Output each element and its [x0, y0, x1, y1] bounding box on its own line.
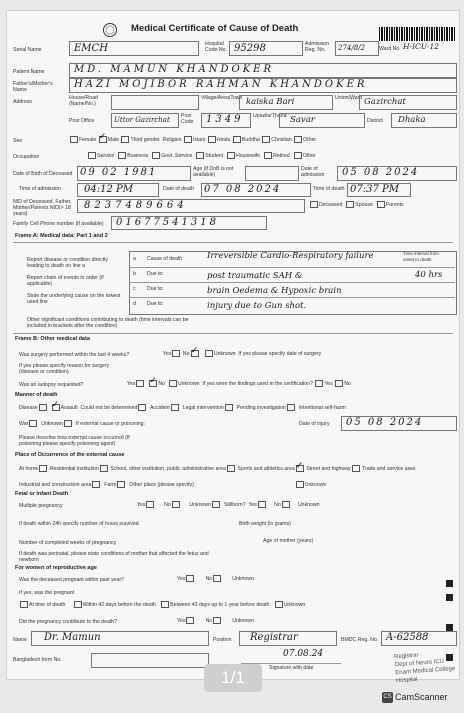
- patient-name-value: MD. MAMUN KHANDOKER: [74, 64, 274, 75]
- checkbox-contribute-no[interactable]: [213, 617, 221, 624]
- place-farm: Farm: [104, 481, 117, 488]
- village-label: Village/Area/Town: [201, 95, 243, 101]
- autopsy-no: No: [158, 380, 165, 387]
- bd-form-field[interactable]: [91, 653, 209, 668]
- occupation-housewife: Housewife: [235, 152, 261, 159]
- checkbox-at-death[interactable]: [20, 601, 28, 608]
- checkbox-within-year[interactable]: [161, 601, 169, 608]
- checkbox-pregnant-no[interactable]: [213, 575, 221, 582]
- cause-letter-b: b: [133, 271, 136, 277]
- hours-survived-label: If death within 24h specify number of hours survived: [19, 521, 139, 527]
- post-code-value: 1349: [206, 114, 244, 125]
- manner-undetermined: Could not be determined: [80, 404, 138, 411]
- manner-accident: Accident: [149, 404, 170, 411]
- place-home: At home: [19, 465, 39, 472]
- religion-label: Religion: [162, 136, 182, 143]
- post-code-field[interactable]: [201, 113, 251, 128]
- place-school: School, other institution, public administrative area: [110, 465, 226, 472]
- other-conditions-label: Other significant conditions contributing to death (time intervals can be included in brackets after the condition): [27, 317, 189, 329]
- hospital-code-label: Hospital Code No.: [205, 41, 227, 53]
- religion-hindu: Hindu: [216, 136, 231, 143]
- dob-label: Date of Birth of Deceased: [13, 171, 73, 177]
- checkbox-female[interactable]: [70, 136, 78, 143]
- village-value: kaiska Bari: [246, 97, 295, 107]
- scan-marker: [446, 654, 453, 661]
- checkbox-trade[interactable]: [352, 465, 360, 472]
- multiple-unknown: Unknown: [189, 501, 212, 508]
- age-label: Age (if DoB is not available): [193, 166, 234, 178]
- checkbox-spouse[interactable]: [346, 201, 354, 208]
- union-value: Gazirchat: [364, 97, 406, 107]
- religion-christian: Christian: [271, 136, 292, 143]
- position-value: Registrar: [250, 632, 298, 643]
- stillborn-no: No: [274, 501, 281, 508]
- autopsy-question: Was an autopsy requested?: [19, 382, 84, 388]
- nid-value: 8237489664: [84, 200, 188, 211]
- stamp-line2: Dept of Neuro ICU: [394, 658, 445, 669]
- surgery-date-label: If yes please specify date of surgery: [238, 350, 322, 357]
- bmdc-value: A-62588: [386, 632, 429, 643]
- reproductive-heading: For women of reproductive age: [15, 565, 97, 571]
- cause-of-death-label: Cause of death: [147, 256, 183, 262]
- checkbox-findings-no[interactable]: [335, 380, 343, 387]
- manner-options-row2: [19, 420, 145, 427]
- admission-date-value: 05 08 2024: [342, 167, 420, 178]
- autopsy-unknown: Unknown: [177, 380, 200, 387]
- occupation-other: Other: [302, 152, 316, 159]
- death-date-field[interactable]: [201, 183, 311, 197]
- nid-label: NID of Deceased, Father, Mother/Parents NID(> 18 years): [13, 199, 72, 217]
- manner-options-row1: [19, 399, 346, 411]
- checkbox-residential[interactable]: [100, 465, 108, 472]
- doctor-name-value: Dr. Mamun: [44, 632, 101, 643]
- admission-date-label: Date of admission: [301, 166, 325, 178]
- father-name-label: Father's/Mother's Name: [13, 81, 53, 93]
- checkbox-islam[interactable]: [184, 136, 192, 143]
- cause-letter-c: c: [133, 286, 136, 292]
- checkbox-autopsy-no[interactable]: [149, 375, 157, 387]
- stillborn-unknown: Unknown: [297, 501, 320, 508]
- time-admission-label: Time of admission: [19, 186, 61, 192]
- occupation-business: Business: [127, 152, 149, 159]
- fetal-heading: Fetal or infant Death: [15, 491, 69, 497]
- upazila-value: Savar: [290, 115, 315, 125]
- manner-heading: Manner of death: [15, 392, 58, 398]
- checkbox-housewife[interactable]: [227, 152, 235, 159]
- pregnant-question: Was the deceased pregnant within past year?: [19, 577, 125, 583]
- autopsy-yes: Yes: [127, 380, 136, 387]
- mother-age-label: Age of mother (years): [263, 538, 314, 544]
- checkbox-pending[interactable]: [287, 404, 295, 411]
- cause-a-value: Irreversible Cardio-Respiratory failure: [207, 251, 374, 261]
- cause-c-value: brain Oedema & Hypoxic brain: [207, 286, 342, 296]
- place-options-row1: [19, 460, 416, 472]
- sex-options: [69, 131, 317, 143]
- injury-date-field[interactable]: [341, 416, 457, 431]
- union-label: Union/Ward: [335, 95, 363, 101]
- camscanner-logo-icon: CS: [382, 692, 393, 703]
- checkbox-findings-yes[interactable]: [315, 380, 323, 387]
- position-field[interactable]: [239, 631, 337, 646]
- stamp-line1: Registrar: [394, 652, 419, 661]
- stillborn-yes: Yes: [248, 501, 257, 508]
- checkbox-industrial[interactable]: [92, 481, 100, 488]
- signature-value: 07.08.24: [283, 649, 324, 659]
- describe-external-label: Please describe how external cause occurred (If poisoning please specify poisoning agent): [19, 435, 130, 447]
- district-value: Dhaka: [398, 115, 426, 125]
- father-name-value: HAZI MOJIBOR RAHMAN KHANDOKER: [74, 79, 368, 90]
- manner-assault: Assault: [60, 404, 78, 411]
- time-death-field[interactable]: [347, 183, 411, 197]
- occupation-govt: Govt. Service: [161, 152, 193, 159]
- multiple-pregnancy-label: Multiple pregnancy: [19, 503, 63, 509]
- religion-other: Other: [303, 136, 317, 143]
- place-options-row2: [19, 481, 326, 488]
- multiple-options: [137, 501, 320, 508]
- checkbox-assault[interactable]: [51, 399, 60, 411]
- hospital-code-value: 95298: [234, 43, 266, 54]
- checkbox-deceased[interactable]: [310, 201, 318, 208]
- divider: [13, 242, 453, 243]
- place-industrial: Industrial and construction area: [19, 481, 92, 488]
- occupation-label: Occupation: [13, 154, 40, 160]
- death-date-label: Date of death: [163, 186, 195, 192]
- barcode: [379, 27, 455, 41]
- post-office-value: Uttor Gazirchat: [114, 116, 170, 124]
- nid-options: [309, 201, 404, 208]
- perinatal-label: If death was perinatal, please state conditions of mother that affected the fetus and newborn: [19, 551, 209, 563]
- cause-letter-a: a: [133, 256, 136, 262]
- nid-spouse: Spouse: [355, 201, 373, 208]
- post-office-field[interactable]: [111, 113, 179, 128]
- nid-deceased: Deceased: [319, 201, 343, 208]
- time-interval-label: Time interval from onset to death: [403, 251, 439, 262]
- place-heading: Place of Occurrence of the external cause: [15, 452, 125, 458]
- manner-pending: Pending investigation: [236, 404, 286, 411]
- union-field[interactable]: [359, 95, 457, 110]
- checkbox-pregnant-yes[interactable]: [186, 575, 194, 582]
- contribute-unknown: Unknown: [232, 617, 254, 624]
- contribute-no: No: [205, 617, 213, 624]
- place-trade: Trade and service area: [361, 465, 416, 472]
- checkbox-farm[interactable]: [117, 481, 125, 488]
- surgery-yes: Yes: [163, 350, 172, 357]
- checkbox-stillborn-no[interactable]: [282, 501, 290, 508]
- injury-date-value: 05 08 2024: [346, 417, 424, 428]
- checkbox-multiple-no[interactable]: [172, 501, 180, 508]
- checkbox-contribute-yes[interactable]: [186, 617, 194, 624]
- manner-disease: Disease: [19, 404, 38, 411]
- address-label: Address: [13, 99, 33, 105]
- checkbox-student[interactable]: [196, 152, 204, 159]
- place-unknown: Unknown: [304, 481, 327, 488]
- dob-field[interactable]: [77, 166, 191, 181]
- pregnant-yes: Yes: [177, 575, 186, 582]
- checkbox-home[interactable]: [39, 465, 47, 472]
- stillborn-label: Stillborn?: [223, 501, 246, 508]
- surgery-unknown: Unknown: [213, 350, 236, 357]
- autopsy-options: [127, 375, 351, 387]
- manner-self-harm: Intentional self-harm: [298, 404, 346, 411]
- time-death-value: 07:37 PM: [350, 184, 399, 195]
- sex-third-label: Third gender: [130, 136, 160, 143]
- checkbox-religion-other[interactable]: [294, 136, 302, 143]
- frame-a-heading: Frame A: Medical data: Part 1 and 2: [15, 233, 108, 239]
- scanner-watermark: [382, 692, 448, 703]
- bmdc-field[interactable]: [381, 631, 457, 646]
- surgery-options: [163, 345, 322, 357]
- checkbox-service[interactable]: [88, 152, 96, 159]
- checkbox-legal[interactable]: [225, 404, 233, 411]
- serial-name-label: Serial Name: [13, 47, 42, 53]
- pregnant-unknown: Unknown: [232, 575, 254, 582]
- due-to-label: Due to:: [147, 301, 164, 307]
- checkbox-place-unknown[interactable]: [296, 481, 304, 488]
- position-label: Position: [213, 637, 232, 643]
- page-title: Medical Certificate of Cause of Death: [131, 23, 299, 34]
- external-cause-label: If external cause or poisoning:: [75, 420, 145, 427]
- injury-date-label: Date of injury: [299, 421, 330, 427]
- checkbox-retired[interactable]: [264, 152, 272, 159]
- place-residential: Residential institution: [49, 465, 99, 472]
- checkbox-street[interactable]: [295, 460, 304, 472]
- frame-b-heading: Frame B: Other medical data: [15, 336, 90, 342]
- ward-value: H-ICU-12: [403, 42, 440, 51]
- if-yes-pregnant-label: If yes, was the pregnant: [19, 590, 75, 596]
- part1-state-c: State the underlying cause on the lowest used line: [27, 293, 121, 305]
- occupation-retired: Retired: [273, 152, 290, 159]
- checkbox-surgery-yes[interactable]: [172, 350, 180, 357]
- pregnant-at-death: At time of death: [29, 601, 66, 608]
- checkbox-disease[interactable]: [39, 404, 47, 411]
- scan-marker: [446, 594, 453, 601]
- occupation-service: Service: [97, 152, 115, 159]
- bd-form-label: Bangladesh form No.: [13, 657, 62, 663]
- findings-yes: Yes: [324, 380, 333, 387]
- checkbox-occupation-other[interactable]: [294, 152, 302, 159]
- multiple-yes: Yes: [137, 501, 146, 508]
- checkbox-undetermined[interactable]: [138, 404, 146, 411]
- checkbox-buddha[interactable]: [233, 136, 241, 143]
- place-sports: Sports and athletics area: [237, 465, 295, 472]
- pregnant-within-42: Within 42 days before the death: [82, 601, 156, 608]
- upazila-label: Upazila/Thana: [253, 113, 287, 119]
- post-office-label: Post Office: [69, 118, 95, 124]
- checkbox-autopsy-yes[interactable]: [136, 380, 144, 387]
- bmdc-label: BMDC Reg. No.: [341, 637, 379, 643]
- part1-report-b: Report chain of events in order (if applicable): [27, 275, 104, 287]
- stamp-line3: Enam Medical College Hospital: [395, 666, 456, 685]
- check-mark-icon: ✓: [98, 131, 107, 141]
- checkbox-accident[interactable]: [171, 404, 179, 411]
- nid-parents: Parents: [385, 201, 404, 208]
- district-label: District: [367, 118, 383, 124]
- part1-report-a: Report disease or condition directly leading to death on line a: [27, 257, 109, 269]
- scanner-brand: CamScanner: [395, 692, 448, 702]
- check-mark-icon: ✓: [149, 375, 157, 385]
- hospital-code-field[interactable]: [229, 41, 303, 56]
- dob-value: 09 02 1981: [80, 167, 158, 178]
- checkbox-govt-service[interactable]: [152, 152, 160, 159]
- checkbox-surgery-unknown[interactable]: [205, 350, 213, 357]
- admission-value: 274/8/2: [338, 44, 365, 52]
- district-field[interactable]: [391, 113, 457, 128]
- divider: [13, 333, 453, 334]
- place-street: Street and highway: [306, 465, 351, 472]
- checkbox-hindu[interactable]: [208, 136, 216, 143]
- upazila-field[interactable]: [279, 113, 365, 128]
- checkbox-christian[interactable]: [262, 136, 270, 143]
- checkbox-male[interactable]: [98, 131, 107, 143]
- surgery-reason-label: If yes please specify reason for surgery (disease or condition): [19, 363, 110, 375]
- checkbox-parents[interactable]: [377, 201, 385, 208]
- occupation-options: [87, 152, 316, 159]
- surgery-no: No: [182, 350, 190, 357]
- check-mark-icon: ✓: [51, 399, 60, 409]
- weeks-pregnancy-label: Number of completed weeks of pregnancy: [19, 540, 117, 546]
- pregnant-timing-options: [19, 601, 305, 608]
- checkbox-multiple-yes[interactable]: [146, 501, 154, 508]
- checkbox-autopsy-unknown[interactable]: [169, 380, 177, 387]
- check-mark-icon: ✓: [295, 460, 304, 470]
- father-name-field[interactable]: [69, 78, 457, 93]
- admission-date-field[interactable]: [337, 166, 457, 181]
- checkbox-school[interactable]: [227, 465, 235, 472]
- surgery-question: Was surgery performed within the last 4 weeks?: [19, 352, 130, 358]
- cause-d-value: injury due to Gun shot.: [207, 301, 307, 311]
- birth-weight-label: Birth weight (in grams): [239, 521, 291, 527]
- check-mark-icon: ✓: [190, 345, 199, 355]
- sex-female-label: Female: [79, 136, 97, 143]
- findings-no: No: [344, 380, 351, 387]
- scan-marker: [446, 580, 453, 587]
- patient-name-field[interactable]: [69, 63, 457, 78]
- checkbox-surgery-no[interactable]: [190, 345, 199, 357]
- cause-row-divider: [129, 297, 455, 298]
- time-death-label: Time of death: [313, 186, 345, 192]
- findings-question: If yes were the findings used in the certification?: [202, 380, 313, 387]
- admission-label: Admission Reg. No.: [305, 41, 329, 53]
- checkbox-timing-unknown[interactable]: [275, 601, 283, 608]
- contribute-options: [177, 617, 254, 624]
- cause-letter-d: d: [133, 301, 136, 307]
- family-phone-field[interactable]: [111, 216, 267, 230]
- sex-label: Sex: [13, 138, 22, 144]
- post-code-label: Post Code: [181, 113, 194, 125]
- death-date-value: 07 08 2024: [204, 184, 282, 195]
- contribute-yes: Yes: [177, 617, 186, 624]
- serial-name-value: EMCH: [74, 43, 108, 54]
- certificate-sheet: [6, 10, 460, 685]
- time-admission-value: 04:12 PM: [84, 184, 133, 195]
- page-indicator[interactable]: 1/1: [204, 664, 262, 692]
- village-field[interactable]: [239, 95, 333, 110]
- admission-field[interactable]: [335, 41, 379, 56]
- place-other: Other place (please specify): [129, 481, 194, 488]
- scan-marker: [446, 624, 453, 631]
- checkbox-stillborn-yes[interactable]: [258, 501, 266, 508]
- contribute-question: Did the pregnancy contribute to the death?: [19, 619, 118, 625]
- due-to-label: Due to:: [147, 286, 164, 292]
- checkbox-manner-unknown[interactable]: [64, 420, 72, 427]
- doctor-name-field[interactable]: [31, 631, 209, 646]
- occupation-student: Student: [205, 152, 224, 159]
- family-phone-value: 01677541318: [116, 217, 219, 228]
- multiple-no: No: [164, 501, 171, 508]
- serial-name-field[interactable]: [69, 41, 199, 56]
- manner-unknown: Unknown: [41, 420, 63, 427]
- due-to-label: Due to:: [147, 271, 164, 277]
- house-label: House/Road (Name/No.): [69, 95, 98, 107]
- pregnant-no: No: [205, 575, 213, 582]
- checkbox-multiple-unknown[interactable]: [212, 501, 220, 508]
- interval-b-value: 40 hrs: [415, 270, 443, 280]
- house-field[interactable]: [111, 95, 199, 110]
- religion-islam: Islam: [192, 136, 206, 143]
- ward-label: Ward No.: [379, 46, 401, 52]
- cause-row-divider: [129, 267, 455, 268]
- cause-b-value: post traumatic SAH &: [207, 271, 303, 281]
- manner-war: War: [19, 420, 29, 427]
- cause-row-divider: [129, 282, 455, 283]
- checkbox-war[interactable]: [29, 420, 37, 427]
- sex-male-label: Male: [107, 136, 120, 143]
- manner-legal: Legal intervention: [182, 404, 224, 411]
- signature-label: Signature with date: [269, 665, 314, 671]
- checkbox-within-42[interactable]: [74, 601, 82, 608]
- time-admission-field[interactable]: [77, 183, 159, 197]
- checkbox-third-gender[interactable]: [121, 136, 129, 143]
- age-field[interactable]: [245, 166, 299, 181]
- pregnant-timing-unknown: Unknown: [283, 601, 306, 608]
- nid-field[interactable]: [77, 199, 305, 213]
- patient-name-label: Patient Name: [13, 69, 45, 75]
- document-logo: [103, 23, 117, 37]
- religion-buddha: Buddha: [241, 136, 260, 143]
- pregnant-options: [177, 575, 254, 582]
- pregnant-within-year: Between 43 days up to 1 year before death: [170, 601, 270, 608]
- checkbox-business[interactable]: [118, 152, 126, 159]
- doctor-name-label: Name: [13, 637, 27, 643]
- family-phone-label: Family Cell Phone number (if available): [13, 221, 104, 227]
